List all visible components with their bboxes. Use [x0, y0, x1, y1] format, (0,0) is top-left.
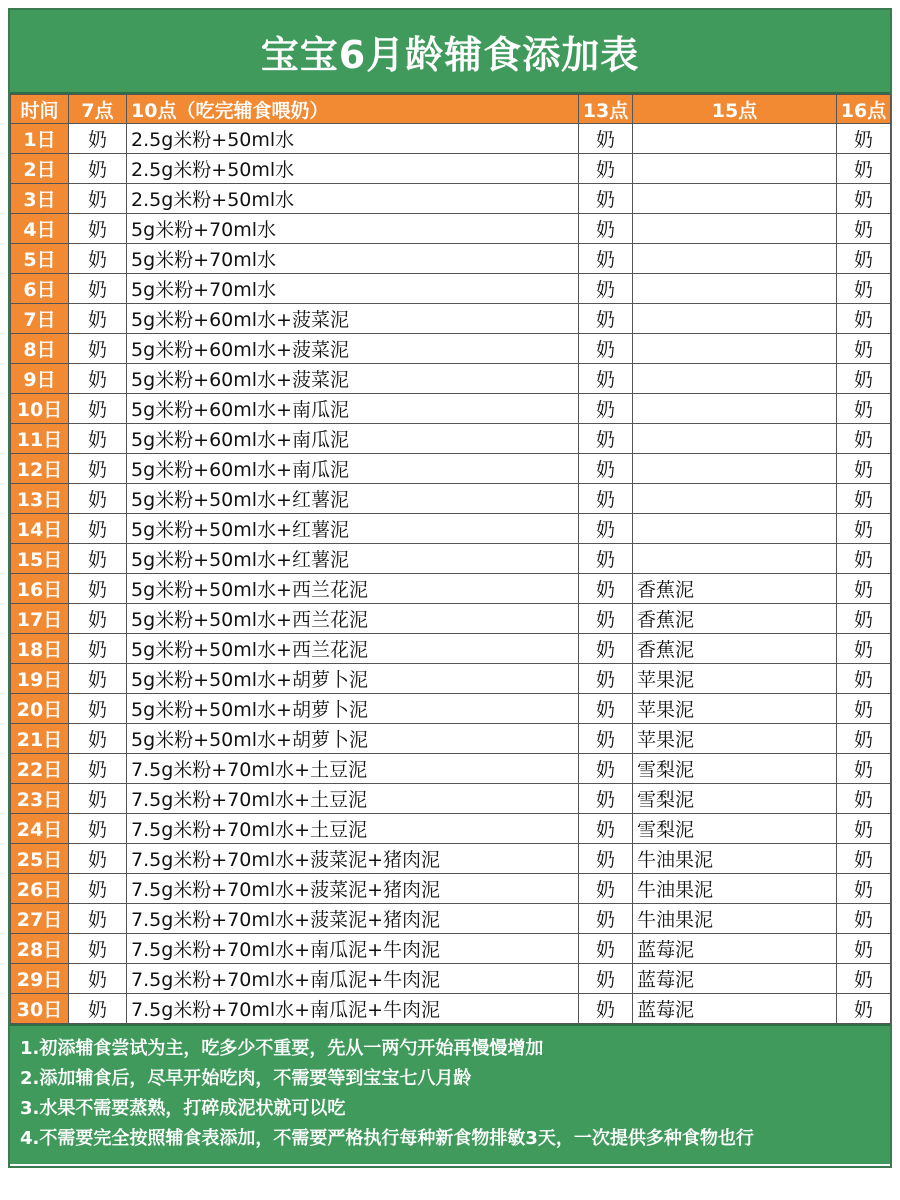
note-line: 2.添加辅食后，尽早开始吃肉，不需要等到宝宝七八月龄 — [20, 1068, 472, 1089]
cell-10: 7.5g米粉+70ml水+菠菜泥+猪肉泥 — [127, 874, 579, 904]
row-day: 5日 — [11, 244, 69, 274]
cell-16: 奶 — [837, 904, 891, 934]
cell-15 — [633, 274, 837, 304]
cell-15: 香蕉泥 — [633, 634, 837, 664]
cell-10: 2.5g米粉+50ml水 — [127, 184, 579, 214]
table-row — [11, 454, 891, 484]
cell-10: 5g米粉+50ml水+胡萝卜泥 — [127, 694, 579, 724]
cell-16: 奶 — [837, 934, 891, 964]
cell-13: 奶 — [579, 754, 633, 784]
table-row — [11, 514, 891, 544]
cell-15: 香蕉泥 — [633, 574, 837, 604]
cell-16: 奶 — [837, 574, 891, 604]
cell-15: 牛油果泥 — [633, 844, 837, 874]
cell-16: 奶 — [837, 274, 891, 304]
cell-7: 奶 — [69, 604, 127, 634]
table-row — [11, 364, 891, 394]
row-day: 13日 — [11, 484, 69, 514]
cell-10: 5g米粉+70ml水 — [127, 214, 579, 244]
cell-10: 5g米粉+50ml水+西兰花泥 — [127, 604, 579, 634]
header-10: 10点（吃完辅食喂奶） — [127, 95, 579, 124]
cell-7: 奶 — [69, 154, 127, 184]
table-row — [11, 274, 891, 304]
cell-15 — [633, 364, 837, 394]
table-row — [11, 214, 891, 244]
cell-13: 奶 — [579, 814, 633, 844]
table-row — [11, 334, 891, 364]
cell-10: 7.5g米粉+70ml水+土豆泥 — [127, 754, 579, 784]
table-row — [11, 124, 891, 154]
cell-15 — [633, 484, 837, 514]
cell-16: 奶 — [837, 814, 891, 844]
cell-10: 2.5g米粉+50ml水 — [127, 154, 579, 184]
table-row — [11, 934, 891, 964]
cell-7: 奶 — [69, 364, 127, 394]
table-row — [11, 844, 891, 874]
cell-10: 7.5g米粉+70ml水+土豆泥 — [127, 814, 579, 844]
cell-10: 5g米粉+60ml水+南瓜泥 — [127, 394, 579, 424]
cell-7: 奶 — [69, 994, 127, 1024]
cell-10: 7.5g米粉+70ml水+南瓜泥+牛肉泥 — [127, 934, 579, 964]
header-7: 7点 — [69, 95, 127, 124]
cell-15 — [633, 184, 837, 214]
cell-13: 奶 — [579, 934, 633, 964]
row-day: 1日 — [11, 124, 69, 154]
cell-13: 奶 — [579, 364, 633, 394]
row-day: 27日 — [11, 904, 69, 934]
cell-13: 奶 — [579, 724, 633, 754]
note-line: 1.初添辅食尝试为主，吃多少不重要，先从一两勺开始再慢慢增加 — [20, 1038, 544, 1059]
cell-7: 奶 — [69, 784, 127, 814]
header-time: 时间 — [11, 95, 69, 124]
row-day: 21日 — [11, 724, 69, 754]
cell-16: 奶 — [837, 724, 891, 754]
cell-13: 奶 — [579, 244, 633, 274]
cell-7: 奶 — [69, 724, 127, 754]
cell-10: 5g米粉+50ml水+红薯泥 — [127, 544, 579, 574]
cell-7: 奶 — [69, 904, 127, 934]
cell-13: 奶 — [579, 124, 633, 154]
cell-10: 7.5g米粉+70ml水+南瓜泥+牛肉泥 — [127, 994, 579, 1024]
cell-16: 奶 — [837, 664, 891, 694]
cell-10: 5g米粉+70ml水 — [127, 274, 579, 304]
table-row — [11, 664, 891, 694]
row-day: 30日 — [11, 994, 69, 1024]
cell-7: 奶 — [69, 874, 127, 904]
cell-15: 牛油果泥 — [633, 904, 837, 934]
row-day: 22日 — [11, 754, 69, 784]
row-day: 26日 — [11, 874, 69, 904]
table-row — [11, 604, 891, 634]
cell-13: 奶 — [579, 154, 633, 184]
cell-10: 5g米粉+50ml水+胡萝卜泥 — [127, 724, 579, 754]
cell-13: 奶 — [579, 994, 633, 1024]
row-day: 10日 — [11, 394, 69, 424]
row-day: 2日 — [11, 154, 69, 184]
cell-16: 奶 — [837, 184, 891, 214]
row-day: 23日 — [11, 784, 69, 814]
cell-16: 奶 — [837, 544, 891, 574]
table-row — [11, 184, 891, 214]
cell-16: 奶 — [837, 844, 891, 874]
table-row — [11, 394, 891, 424]
cell-16: 奶 — [837, 334, 891, 364]
cell-15 — [633, 334, 837, 364]
row-day: 8日 — [11, 334, 69, 364]
cell-13: 奶 — [579, 484, 633, 514]
cell-7: 奶 — [69, 814, 127, 844]
cell-16: 奶 — [837, 994, 891, 1024]
cell-13: 奶 — [579, 454, 633, 484]
cell-15: 蓝莓泥 — [633, 934, 837, 964]
table-row — [11, 964, 891, 994]
table-row — [11, 574, 891, 604]
cell-7: 奶 — [69, 844, 127, 874]
cell-15: 苹果泥 — [633, 724, 837, 754]
cell-7: 奶 — [69, 934, 127, 964]
row-day: 7日 — [11, 304, 69, 334]
cell-15: 香蕉泥 — [633, 604, 837, 634]
cell-16: 奶 — [837, 604, 891, 634]
row-day: 29日 — [11, 964, 69, 994]
table-row — [11, 244, 891, 274]
cell-10: 5g米粉+50ml水+西兰花泥 — [127, 574, 579, 604]
cell-13: 奶 — [579, 694, 633, 724]
cell-10: 7.5g米粉+70ml水+土豆泥 — [127, 784, 579, 814]
cell-10: 5g米粉+50ml水+胡萝卜泥 — [127, 664, 579, 694]
cell-13: 奶 — [579, 334, 633, 364]
cell-7: 奶 — [69, 214, 127, 244]
cell-16: 奶 — [837, 694, 891, 724]
cell-13: 奶 — [579, 784, 633, 814]
cell-16: 奶 — [837, 244, 891, 274]
row-day: 14日 — [11, 514, 69, 544]
table-row — [11, 484, 891, 514]
cell-7: 奶 — [69, 754, 127, 784]
cell-13: 奶 — [579, 394, 633, 424]
table-body — [11, 124, 891, 1024]
cell-16: 奶 — [837, 784, 891, 814]
cell-7: 奶 — [69, 124, 127, 154]
note-line: 3.水果不需要蒸熟，打碎成泥状就可以吃 — [20, 1098, 346, 1119]
cell-15 — [633, 454, 837, 484]
cell-15 — [633, 124, 837, 154]
cell-13: 奶 — [579, 964, 633, 994]
cell-15 — [633, 544, 837, 574]
row-day: 11日 — [11, 424, 69, 454]
cell-7: 奶 — [69, 544, 127, 574]
cell-16: 奶 — [837, 214, 891, 244]
cell-10: 5g米粉+60ml水+菠菜泥 — [127, 334, 579, 364]
table-row — [11, 154, 891, 184]
cell-13: 奶 — [579, 544, 633, 574]
cell-16: 奶 — [837, 304, 891, 334]
cell-10: 7.5g米粉+70ml水+南瓜泥+牛肉泥 — [127, 964, 579, 994]
row-day: 16日 — [11, 574, 69, 604]
cell-16: 奶 — [837, 154, 891, 184]
cell-15 — [633, 514, 837, 544]
cell-7: 奶 — [69, 454, 127, 484]
cell-15: 蓝莓泥 — [633, 994, 837, 1024]
cell-15 — [633, 244, 837, 274]
cell-10: 5g米粉+50ml水+红薯泥 — [127, 484, 579, 514]
cell-16: 奶 — [837, 754, 891, 784]
cell-16: 奶 — [837, 484, 891, 514]
cell-10: 5g米粉+60ml水+菠菜泥 — [127, 304, 579, 334]
table-row — [11, 424, 891, 454]
table-row — [11, 814, 891, 844]
cell-7: 奶 — [69, 394, 127, 424]
cell-16: 奶 — [837, 634, 891, 664]
note-line: 4.不需要完全按照辅食表添加，不需要严格执行每种新食物排敏3天，一次提供多种食物也行 — [20, 1128, 754, 1149]
row-day: 19日 — [11, 664, 69, 694]
cell-15: 苹果泥 — [633, 664, 837, 694]
cell-13: 奶 — [579, 574, 633, 604]
cell-16: 奶 — [837, 124, 891, 154]
cell-16: 奶 — [837, 424, 891, 454]
row-day: 18日 — [11, 634, 69, 664]
cell-13: 奶 — [579, 304, 633, 334]
cell-7: 奶 — [69, 244, 127, 274]
cell-13: 奶 — [579, 274, 633, 304]
cell-15: 雪梨泥 — [633, 754, 837, 784]
header-13: 13点 — [579, 95, 633, 124]
cell-10: 2.5g米粉+50ml水 — [127, 124, 579, 154]
cell-10: 5g米粉+50ml水+西兰花泥 — [127, 634, 579, 664]
table-row — [11, 724, 891, 754]
cell-13: 奶 — [579, 904, 633, 934]
row-day: 24日 — [11, 814, 69, 844]
table-row — [11, 904, 891, 934]
cell-15 — [633, 424, 837, 454]
header-16: 16点 — [837, 95, 891, 124]
cell-13: 奶 — [579, 604, 633, 634]
cell-13: 奶 — [579, 844, 633, 874]
row-day: 9日 — [11, 364, 69, 394]
row-day: 20日 — [11, 694, 69, 724]
row-day: 12日 — [11, 454, 69, 484]
cell-16: 奶 — [837, 454, 891, 484]
cell-7: 奶 — [69, 514, 127, 544]
feeding-table — [10, 94, 891, 1024]
row-day: 25日 — [11, 844, 69, 874]
cell-13: 奶 — [579, 874, 633, 904]
cell-15 — [633, 154, 837, 184]
cell-13: 奶 — [579, 664, 633, 694]
cell-7: 奶 — [69, 694, 127, 724]
cell-15 — [633, 214, 837, 244]
header-15: 15点 — [633, 95, 837, 124]
table-row — [11, 754, 891, 784]
cell-7: 奶 — [69, 664, 127, 694]
cell-16: 奶 — [837, 394, 891, 424]
table-row — [11, 784, 891, 814]
table-header-row — [11, 95, 891, 124]
cell-10: 5g米粉+60ml水+南瓜泥 — [127, 424, 579, 454]
cell-7: 奶 — [69, 634, 127, 664]
cell-15: 牛油果泥 — [633, 874, 837, 904]
row-day: 6日 — [11, 274, 69, 304]
table-row — [11, 994, 891, 1024]
row-day: 3日 — [11, 184, 69, 214]
table-row — [11, 304, 891, 334]
cell-15 — [633, 394, 837, 424]
cell-7: 奶 — [69, 484, 127, 514]
cell-15: 苹果泥 — [633, 694, 837, 724]
page-title: 宝宝6月龄辅食添加表 — [10, 10, 890, 94]
table-row — [11, 544, 891, 574]
cell-16: 奶 — [837, 364, 891, 394]
cell-13: 奶 — [579, 424, 633, 454]
cell-15 — [633, 304, 837, 334]
cell-16: 奶 — [837, 874, 891, 904]
row-day: 15日 — [11, 544, 69, 574]
cell-10: 5g米粉+60ml水+南瓜泥 — [127, 454, 579, 484]
cell-7: 奶 — [69, 334, 127, 364]
cell-7: 奶 — [69, 274, 127, 304]
cell-10: 5g米粉+60ml水+菠菜泥 — [127, 364, 579, 394]
cell-7: 奶 — [69, 184, 127, 214]
cell-10: 5g米粉+70ml水 — [127, 244, 579, 274]
cell-16: 奶 — [837, 964, 891, 994]
cell-7: 奶 — [69, 424, 127, 454]
cell-10: 7.5g米粉+70ml水+菠菜泥+猪肉泥 — [127, 844, 579, 874]
cell-13: 奶 — [579, 184, 633, 214]
notes-panel — [10, 1024, 890, 1164]
feeding-chart — [8, 8, 892, 1168]
cell-7: 奶 — [69, 964, 127, 994]
row-day: 17日 — [11, 604, 69, 634]
cell-10: 5g米粉+50ml水+红薯泥 — [127, 514, 579, 544]
cell-15: 蓝莓泥 — [633, 964, 837, 994]
table-row — [11, 874, 891, 904]
cell-13: 奶 — [579, 634, 633, 664]
cell-7: 奶 — [69, 574, 127, 604]
cell-10: 7.5g米粉+70ml水+菠菜泥+猪肉泥 — [127, 904, 579, 934]
cell-13: 奶 — [579, 514, 633, 544]
cell-15: 雪梨泥 — [633, 784, 837, 814]
table-row — [11, 694, 891, 724]
row-day: 4日 — [11, 214, 69, 244]
cell-13: 奶 — [579, 214, 633, 244]
table-row — [11, 634, 891, 664]
cell-16: 奶 — [837, 514, 891, 544]
cell-15: 雪梨泥 — [633, 814, 837, 844]
row-day: 28日 — [11, 934, 69, 964]
cell-7: 奶 — [69, 304, 127, 334]
